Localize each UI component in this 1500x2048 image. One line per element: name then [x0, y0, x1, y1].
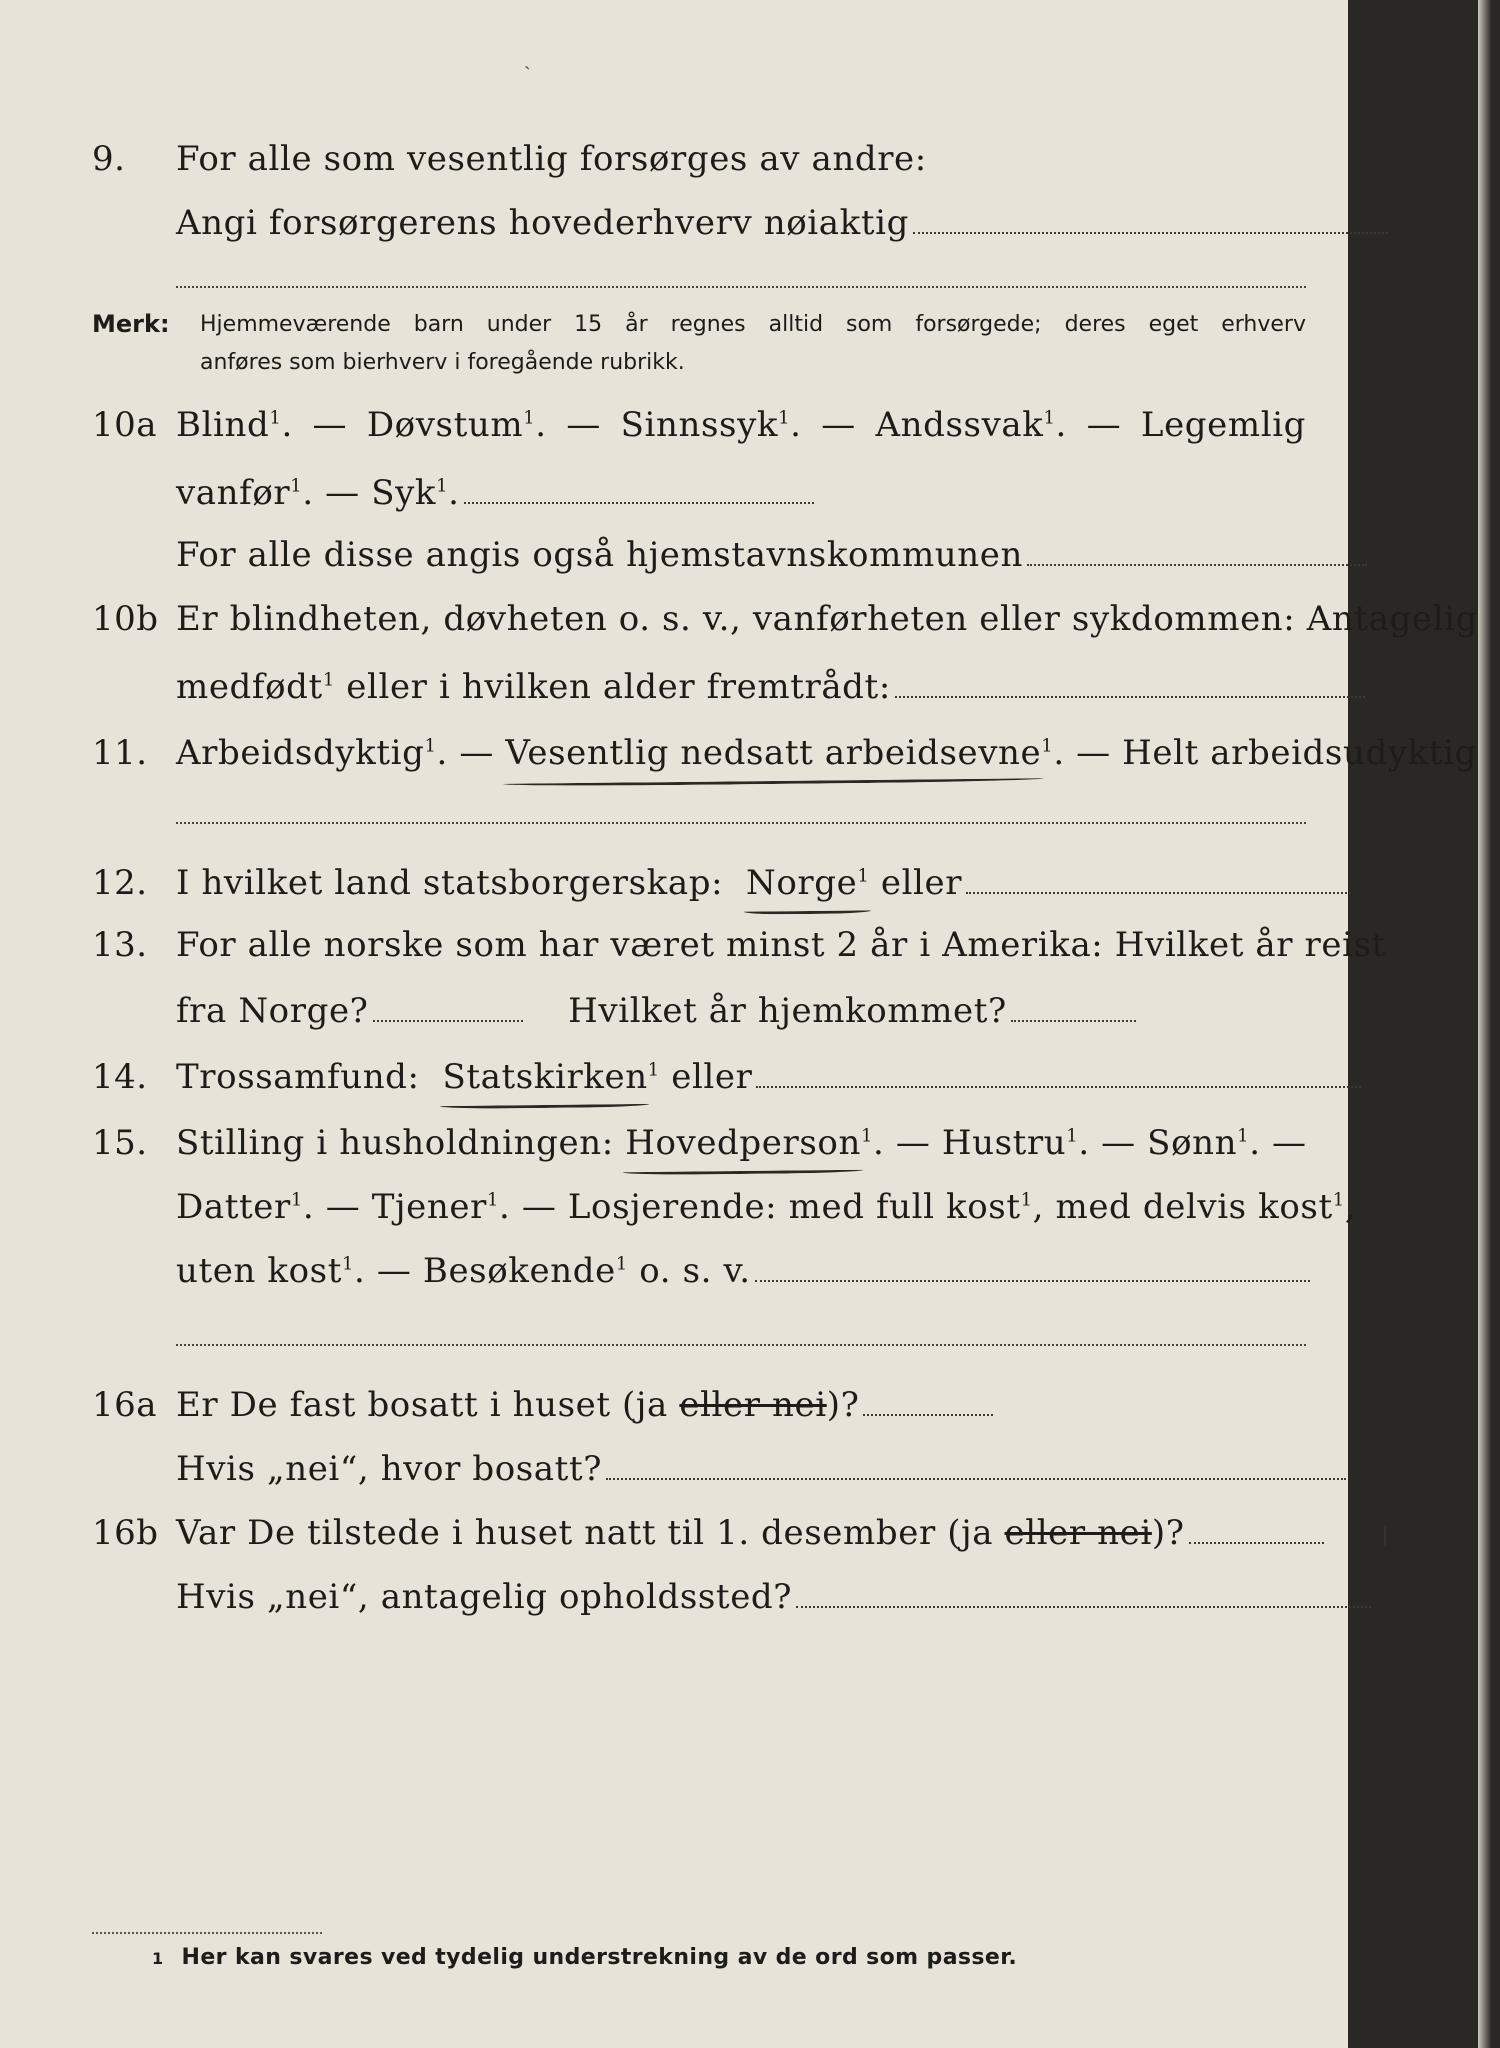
option-sinnssyk[interactable]: Sinnssyk	[620, 405, 779, 445]
question-text: Angi forsørgerens hovederhverv nøiaktig	[176, 203, 909, 243]
answer-dotted-line[interactable]	[464, 501, 814, 504]
answer-dotted-line[interactable]	[966, 891, 1351, 894]
question-10b-line-2: medfødt$^1$ eller i hvilken alder fremtrådt:	[0, 662, 1348, 720]
question-16a-line-2	[0, 1444, 1348, 1502]
answer-dotted-line[interactable]	[176, 1344, 1306, 1346]
answer-dotted-line[interactable]	[1189, 1541, 1324, 1544]
question-number: 14.	[92, 1057, 148, 1097]
option-sonn[interactable]: Sønn	[1147, 1123, 1238, 1163]
option-medfodt[interactable]: medfødt	[176, 667, 323, 707]
option-andssvak[interactable]: Andssvak	[875, 405, 1044, 445]
option-osv: o. s. v.	[639, 1251, 751, 1291]
question-10a-line-3	[0, 530, 1348, 588]
option-hovedperson-underlined[interactable]: Hovedperson	[625, 1118, 861, 1168]
question-10b-line-1	[0, 594, 1478, 652]
option-losjerende: Losjerende:	[567, 1187, 778, 1227]
note-text	[200, 306, 1306, 382]
question-10a-line-2: vanfør$^1$. — Syk$^1$.	[0, 468, 1348, 526]
footnote-rule	[92, 1932, 322, 1934]
question-number: 10a	[92, 405, 158, 445]
question-12	[0, 858, 1348, 916]
question-11: 11. Arbeidsdyktig$^1$. — Vesentlig nedsatt arbeidsevne$^1$. — Helt arbeidsudyktig	[0, 728, 1348, 786]
answer-dotted-line[interactable]	[176, 822, 1306, 824]
option-full-kost[interactable]: med full kost	[788, 1187, 1021, 1227]
answer-dotted-line[interactable]	[796, 1605, 1371, 1608]
question-text: Trossamfund:	[176, 1057, 420, 1097]
question-text: Hvis „nei“, hvor bosatt?	[176, 1449, 603, 1489]
answer-dotted-line[interactable]	[756, 1085, 1361, 1088]
question-text: Var De tilstede i huset natt til 1. desember (ja	[176, 1513, 994, 1553]
option-vesentlig-nedsatt-underlined[interactable]: Vesentlig nedsatt arbeidsevne	[505, 728, 1041, 778]
option-syk[interactable]: Syk	[371, 473, 437, 513]
question-text: Er blindheten, døvheten o. s. v., vanførheten eller sykdommen: Antagelig	[176, 599, 1478, 639]
option-blind[interactable]: Blind	[176, 405, 270, 445]
scan-edge	[1478, 0, 1500, 2048]
question-9-line-1	[0, 134, 1348, 192]
answer-dotted-line[interactable]	[863, 1413, 993, 1416]
answer-dotted-line[interactable]	[606, 1477, 1346, 1480]
answer-dotted-line[interactable]	[1011, 1019, 1136, 1022]
question-16b-line-1: 16b Var De tilstede i huset natt til 1. desember (ja eller nei)?	[0, 1508, 1348, 1566]
question-14: 14. Trossamfund: Statskirken$^1$ eller	[0, 1052, 1348, 1110]
footnote-text: Her kan svares ved tydelig understrekning av de ord som passer.	[181, 1945, 1018, 1970]
option-dovstum[interactable]: Døvstum	[366, 405, 524, 445]
answer-dotted-line[interactable]	[895, 695, 1365, 698]
answer-dotted-line[interactable]	[373, 1019, 523, 1022]
question-15-line-2: Datter$^1$. — Tjener$^1$. — Losjerende: med full kost$^1$, med delvis kost$^1$,	[176, 1187, 1357, 1227]
option-eller: eller	[671, 1057, 753, 1097]
option-delvis-kost[interactable]: med delvis kost	[1055, 1187, 1333, 1227]
question-9-line-2	[0, 198, 1348, 256]
ink-speck: ˎ	[524, 46, 531, 70]
option-tjener[interactable]: Tjener	[371, 1187, 487, 1227]
answer-dotted-line[interactable]	[176, 286, 1306, 288]
option-arbeidsdyktig[interactable]: Arbeidsdyktig	[176, 733, 425, 773]
question-16b-line-2	[0, 1572, 1348, 1630]
question-text: eller i hvilken alder fremtrådt:	[346, 667, 891, 707]
note-label: Merk:	[92, 310, 170, 338]
question-number: 13.	[92, 925, 148, 965]
question-number: 16b	[92, 1513, 159, 1553]
question-10a-line-1: 10a Blind$^1$. — Døvstum$^1$. — Sinnssyk$^1$. — Andssvak$^1$. — Legemlig	[0, 400, 1348, 458]
question-text-hjemkommet: Hvilket år hjemkommet?	[568, 991, 1007, 1031]
question-15-line-3: uten kost$^1$. — Besøkende$^1$ o. s. v.	[0, 1246, 1348, 1304]
option-statskirken-underlined[interactable]: Statskirken	[442, 1052, 647, 1102]
note-line-1: Hjemmeværende barn under 15 år regnes alltid som forsørgede; deres eget erhverv	[200, 312, 1306, 337]
question-text: Er De fast bosatt i huset (ja	[176, 1385, 668, 1425]
option-eller-nei-struck[interactable]: eller nei	[679, 1385, 827, 1425]
option-eller-nei-struck[interactable]: eller nei	[1004, 1513, 1152, 1553]
option-eller: eller	[880, 863, 963, 903]
question-13-line-2	[0, 986, 1348, 1044]
question-text: I hvilket land statsborgerskap:	[176, 863, 724, 903]
option-norge-underlined[interactable]: Norge$^1$	[746, 858, 869, 908]
option-helt-arbeidsudyktig[interactable]: Helt arbeidsudyktig	[1122, 733, 1477, 773]
question-text: Stilling i husholdningen:	[176, 1123, 614, 1163]
answer-dotted-line[interactable]	[1027, 563, 1367, 566]
question-13-line-1	[0, 920, 1386, 978]
option-uten-kost[interactable]: uten kost	[176, 1251, 342, 1291]
answer-dotted-line[interactable]	[755, 1279, 1310, 1282]
question-16a-line-1: 16a Er De fast bosatt i huset (ja eller nei)?	[0, 1380, 1348, 1438]
option-hustru[interactable]: Hustru	[941, 1123, 1067, 1163]
option-vanfor[interactable]: vanfør	[176, 473, 291, 513]
question-number: 12.	[92, 863, 148, 903]
question-number: 10b	[92, 599, 159, 639]
question-number: 16a	[92, 1385, 158, 1425]
option-besokende[interactable]: Besøkende	[422, 1251, 616, 1291]
note-line-2: anføres som bierhverv i foregående rubrikk.	[200, 350, 685, 375]
option-legemlig[interactable]: Legemlig	[1140, 405, 1307, 445]
option-datter[interactable]: Datter	[176, 1187, 291, 1227]
question-text: For alle som vesentlig forsørges av andre:	[176, 139, 927, 179]
question-number: 9.	[92, 139, 126, 179]
pencil-tick-mark	[1384, 1525, 1386, 1545]
question-text-fra-norge: fra Norge?	[176, 991, 369, 1031]
answer-dotted-line[interactable]	[913, 231, 1388, 234]
question-number: 11.	[92, 733, 148, 773]
question-15-line-1: 15. Stilling i husholdningen: Hovedperson$^1$. — Hustru$^1$. — Sønn$^1$. —	[0, 1118, 1348, 1176]
question-text: For alle norske som har været minst 2 år i Amerika: Hvilket år reist	[176, 925, 1386, 965]
footnote	[152, 1945, 1017, 1970]
footnote-mark: 1	[152, 1949, 164, 1968]
question-number: 15.	[92, 1123, 148, 1163]
question-text: For alle disse angis også hjemstavnskommunen	[176, 535, 1023, 575]
question-text: Hvis „nei“, antagelig opholdssted?	[176, 1577, 793, 1617]
